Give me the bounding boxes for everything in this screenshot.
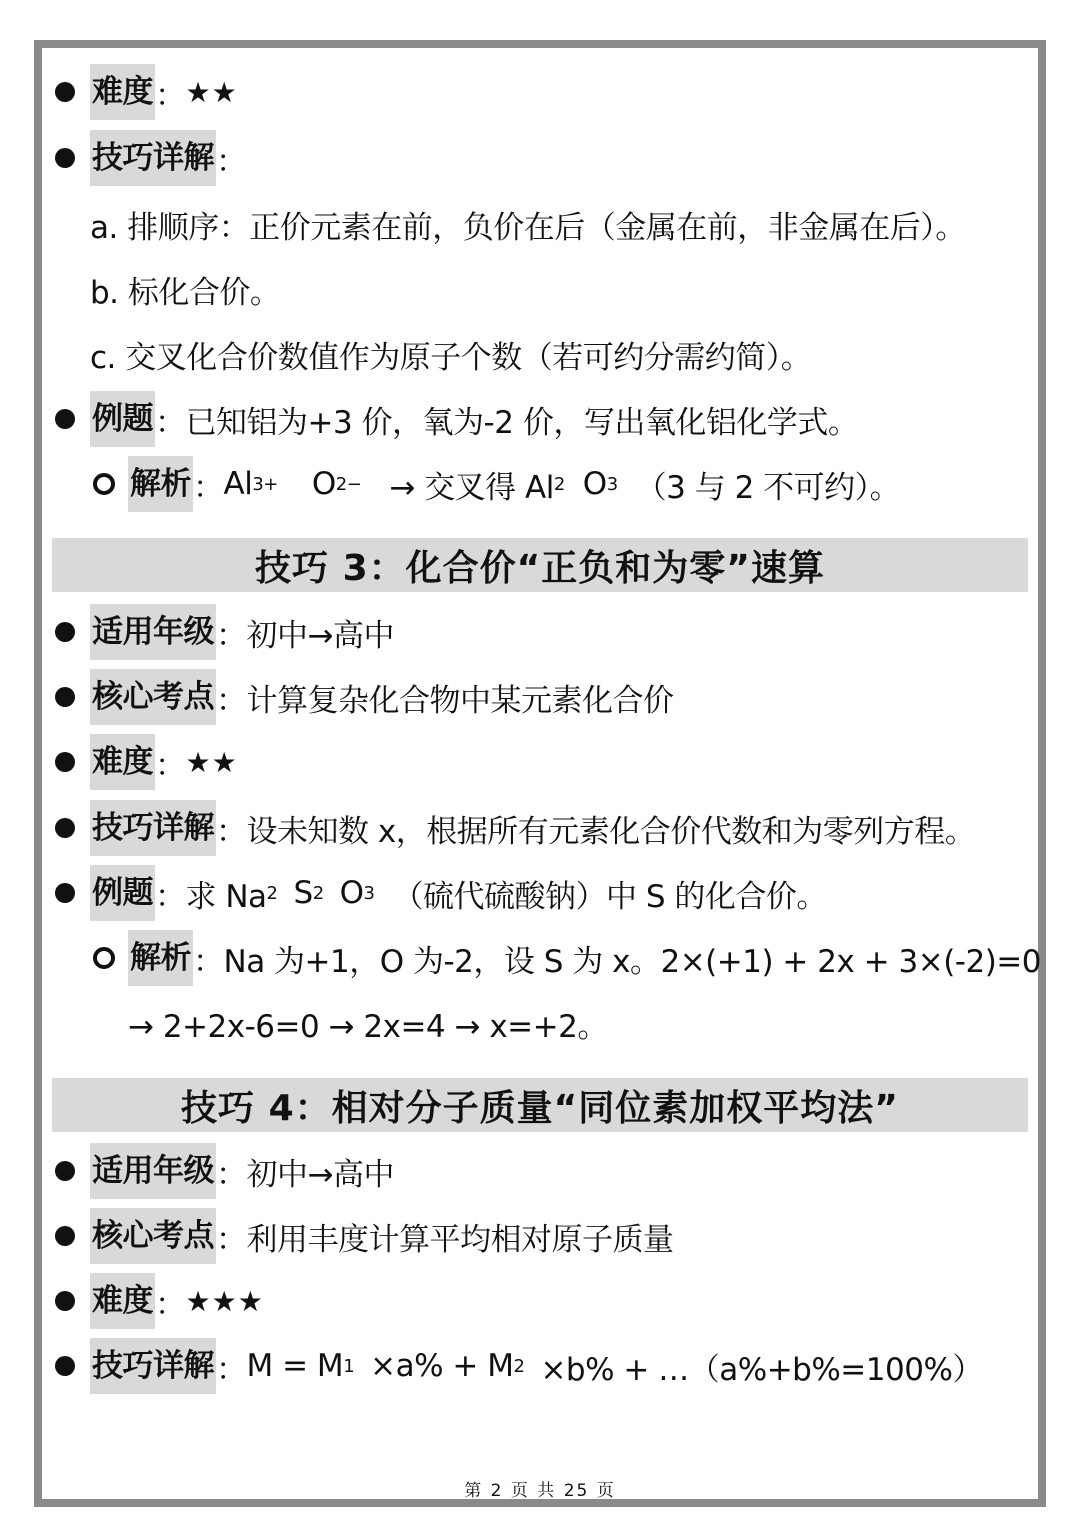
field-label: 技巧详解 [90,1338,216,1394]
field-label: 适用年级 [90,604,216,660]
bullet-icon [55,1356,75,1376]
hollow-bullet-icon [93,947,115,969]
section-heading-4: 技巧 4：相对分子质量“同位素加权平均法” [52,1078,1028,1132]
field-label: 适用年级 [90,1143,216,1199]
document-page: 难度 ： ★★ 技巧详解 ： a. 排顺序：正价元素在前，负价在后（金属在前，非金属在后）。 b. 标化合价。 c. 交叉化合价数值作为原子个数（若可约分需约简）。 例题 ： 已知铝为+3 价，氧为-2 价，写出氧化铝化学式。 解析 ： Al 3+ O 2− → 交叉得 Al 2 O 3 （3 与 2 不可约）。 技巧 3：化合价“正负和为零”速算 适用年级 ： 初中→高中 核心考点 ： 计算复杂化合物中某元素化合价 难度 ： ★★ 技巧详解 ： 设未知数 x，根据所有元素化合价代数和为零列方程。 例题 ： 求 Na 2 S 2 O 3 （硫代硫酸钠）中 S 的化合价。 解析 ： Na 为+1，O 为-2，设 S 为 x。2×(+1) + 2x + 3×(-2)=0 → 2+2x-6=0 → 2x=4 → x=+2。 技巧 4：相对分子质量“同位素加权平均法” 适用年级 ： 初中→高中 核心考点 ： 利用丰度计算平均相对原子质量 难度 ： ★★★ 技巧详解 ： M = M 1 ×a% + M 2 ×b% + …（a%+b%=100%） 第 2 页 共 25 页 [34,40,1046,1507]
field-label: 难度 [90,64,155,120]
bullet-icon [55,1161,75,1181]
field-label: 例题 [90,865,155,921]
difficulty-stars: ★★★ [185,1284,264,1318]
bullet-icon [55,622,75,642]
bullet-icon [55,687,75,707]
bullet-icon [55,818,75,838]
field-label: 核心考点 [90,1208,216,1264]
field-label: 难度 [90,1273,155,1329]
page-footer: 第 2 页 共 25 页 [464,1481,616,1501]
bullet-icon [55,883,75,903]
field-label: 技巧详解 [90,130,216,186]
difficulty-stars: ★★ [185,745,238,779]
bullet-icon [55,1226,75,1246]
example-text: 已知铝为+3 价，氧为-2 价，写出氧化铝化学式。 [185,404,859,441]
field-label: 解析 [128,456,193,512]
bullet-icon [55,82,75,102]
difficulty-stars: ★★ [185,75,238,109]
section-heading-3: 技巧 3：化合价“正负和为零”速算 [52,538,1028,592]
field-label: 例题 [90,391,155,447]
bullet-icon [55,752,75,772]
hollow-bullet-icon [93,473,115,495]
field-label: 核心考点 [90,669,216,725]
bullet-icon [55,148,75,168]
field-label: 技巧详解 [90,800,216,856]
bullet-icon [55,1291,75,1311]
field-label: 解析 [128,930,193,986]
bullet-icon [55,409,75,429]
field-label: 难度 [90,734,155,790]
